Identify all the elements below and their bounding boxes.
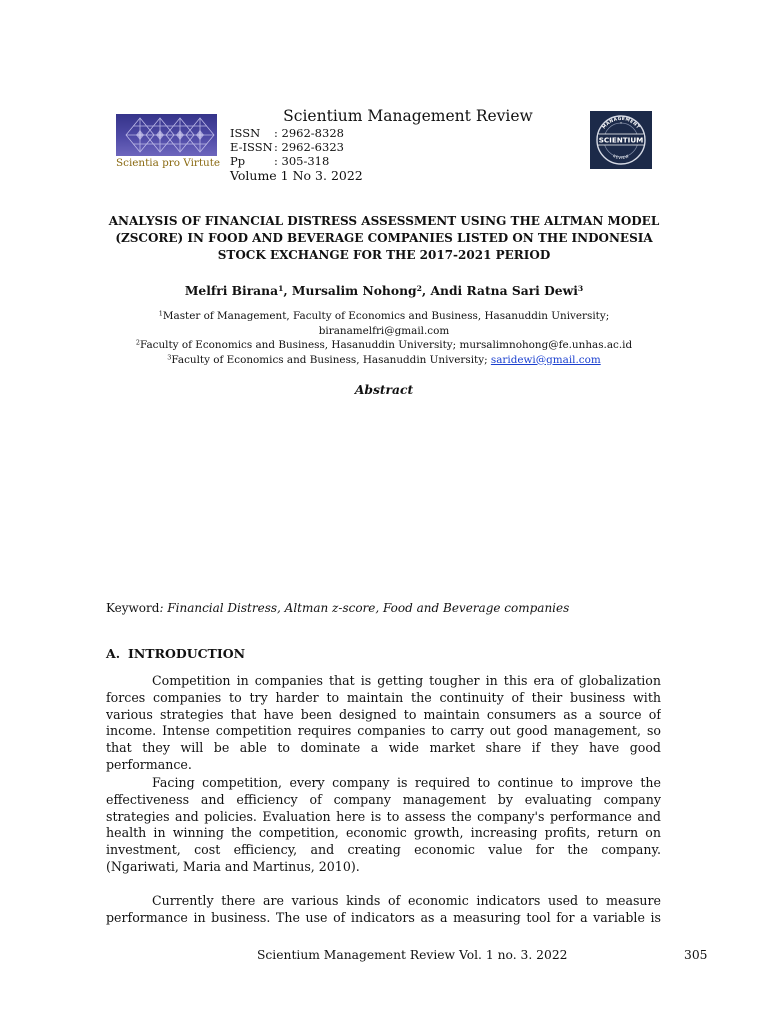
journal-title: Scientium Management Review — [283, 107, 533, 125]
author-list — [104, 283, 664, 299]
body-paragraph — [106, 893, 661, 927]
running-footer: Scientium Management Review Vol. 1 no. 3. 2022 — [257, 948, 568, 962]
pages-value: : 305-318 — [274, 154, 330, 168]
author-name: Andi Ratna Sari Dewi — [430, 283, 578, 298]
paragraph-line: various strategies that have been designed to maintain consumers as a source of — [106, 706, 661, 722]
seal-center-text: SCIENTIUM — [598, 135, 644, 145]
affiliation-1 — [104, 309, 664, 324]
journal-logo-left — [116, 114, 221, 170]
logo-motto: Scientia pro Virtute — [116, 157, 221, 169]
affil-sup: 1 — [158, 309, 163, 318]
abstract-heading: Abstract — [354, 382, 414, 397]
affil-text: Faculty of Economics and Business, Hasanuddin University; — [171, 353, 491, 366]
pages-row — [230, 154, 344, 168]
paper-title-line: STOCK EXCHANGE FOR THE 2017-2021 PERIOD — [217, 248, 551, 262]
paragraph-line: Currently there are various kinds of economic indicators used to measure — [152, 893, 661, 908]
body-paragraph — [106, 673, 661, 774]
body-paragraph — [106, 775, 661, 876]
author-name: Mursalim Nohong — [291, 283, 417, 298]
issn-row — [230, 126, 344, 140]
author-affil-sup: 1 — [278, 283, 284, 293]
paragraph-line: performance. — [106, 756, 192, 772]
affil-sup: 3 — [167, 352, 172, 361]
author-affil-sup: 2 — [416, 283, 422, 293]
keywords-line — [106, 600, 569, 616]
journal-seal-logo — [590, 111, 652, 169]
paper-title-line: (ZSCORE) IN FOOD AND BEVERAGE COMPANIES LISTED ON THE INDONESIA — [115, 231, 653, 245]
eissn-label: E-ISSN — [230, 140, 273, 154]
affiliations — [104, 309, 664, 367]
issn-value: : 2962-8328 — [274, 126, 344, 140]
keywords-value: : Financial Distress, Altman z-score, Food and Beverage companies — [159, 601, 570, 615]
volume-issue: Volume 1 No 3. 2022 — [230, 168, 363, 183]
section-title: INTRODUCTION — [128, 646, 246, 661]
paragraph-line: effectiveness and efficiency of company management by evaluating company — [106, 791, 661, 807]
affiliation-1-email: biranamelfri@gmail.com — [318, 324, 450, 337]
paragraph-line: health in winning the competition, economic growth, increasing profits, return on — [106, 825, 661, 841]
author-affil-sup: 3 — [577, 283, 584, 293]
svg-text:REVIEW — [612, 153, 630, 160]
paragraph-line: performance in business. The use of indicators as a measuring tool for a variable is — [106, 909, 661, 925]
affiliation-2 — [104, 338, 664, 353]
issn-label: ISSN — [230, 126, 261, 140]
issn-block — [230, 126, 344, 168]
author-name: Melfri Birana — [184, 283, 279, 298]
pages-label: Pp — [230, 154, 246, 168]
seal-icon — [590, 111, 652, 169]
paragraph-line: forces companies to try harder to maintain the continuity of their business with — [106, 689, 661, 705]
section-number: A. — [106, 646, 121, 661]
star-icon: ✦ — [619, 121, 623, 125]
affil-sup: 2 — [135, 338, 140, 347]
seal-arc-bottom: REVIEW — [612, 153, 630, 161]
affil-text: Faculty of Economics and Business, Hasanuddin University; mursalimnohong@fe.unhas.ac.id — [139, 339, 633, 351]
paragraph-line: Facing competition, every company is required to continue to improve the — [152, 775, 661, 790]
paragraph-line: that they will be able to dominate a wide market share if they have good — [106, 740, 661, 756]
affil-text: Master of Management, Faculty of Economics and Business, Hasanuddin University; — [162, 310, 610, 322]
paragraph-line: income. Intense competition requires companies to carry out good management, so — [106, 723, 661, 739]
paper-title — [104, 213, 664, 264]
seal-arc-top: MANAGEMENT — [601, 116, 641, 131]
eissn-row — [230, 140, 344, 154]
paragraph-line: strategies and policies. Evaluation here is to assess the company's performance and — [106, 808, 661, 824]
author-sep: , — [421, 283, 431, 298]
affiliation-3 — [104, 353, 664, 368]
paragraph-line: (Ngariwati, Maria and Martinus, 2010). — [106, 858, 360, 874]
paragraph-line: Competition in companies that is getting tougher in this era of globalization — [152, 673, 661, 688]
section-heading — [106, 646, 245, 662]
page-number: 305 — [684, 948, 708, 962]
paper-title-line: ANALYSIS OF FINANCIAL DISTRESS ASSESSMENT USING THE ALTMAN MODEL — [108, 214, 660, 228]
keywords-label: Keyword — [106, 601, 160, 615]
eissn-value: : 2962-6323 — [274, 140, 344, 154]
diamond-lattice-icon — [116, 114, 217, 156]
author-sep: , — [283, 283, 292, 298]
paragraph-line: investment, cost efficiency, and creating economic value for the company. — [106, 842, 661, 858]
email-link[interactable]: saridewi@gmail.com — [490, 353, 601, 366]
